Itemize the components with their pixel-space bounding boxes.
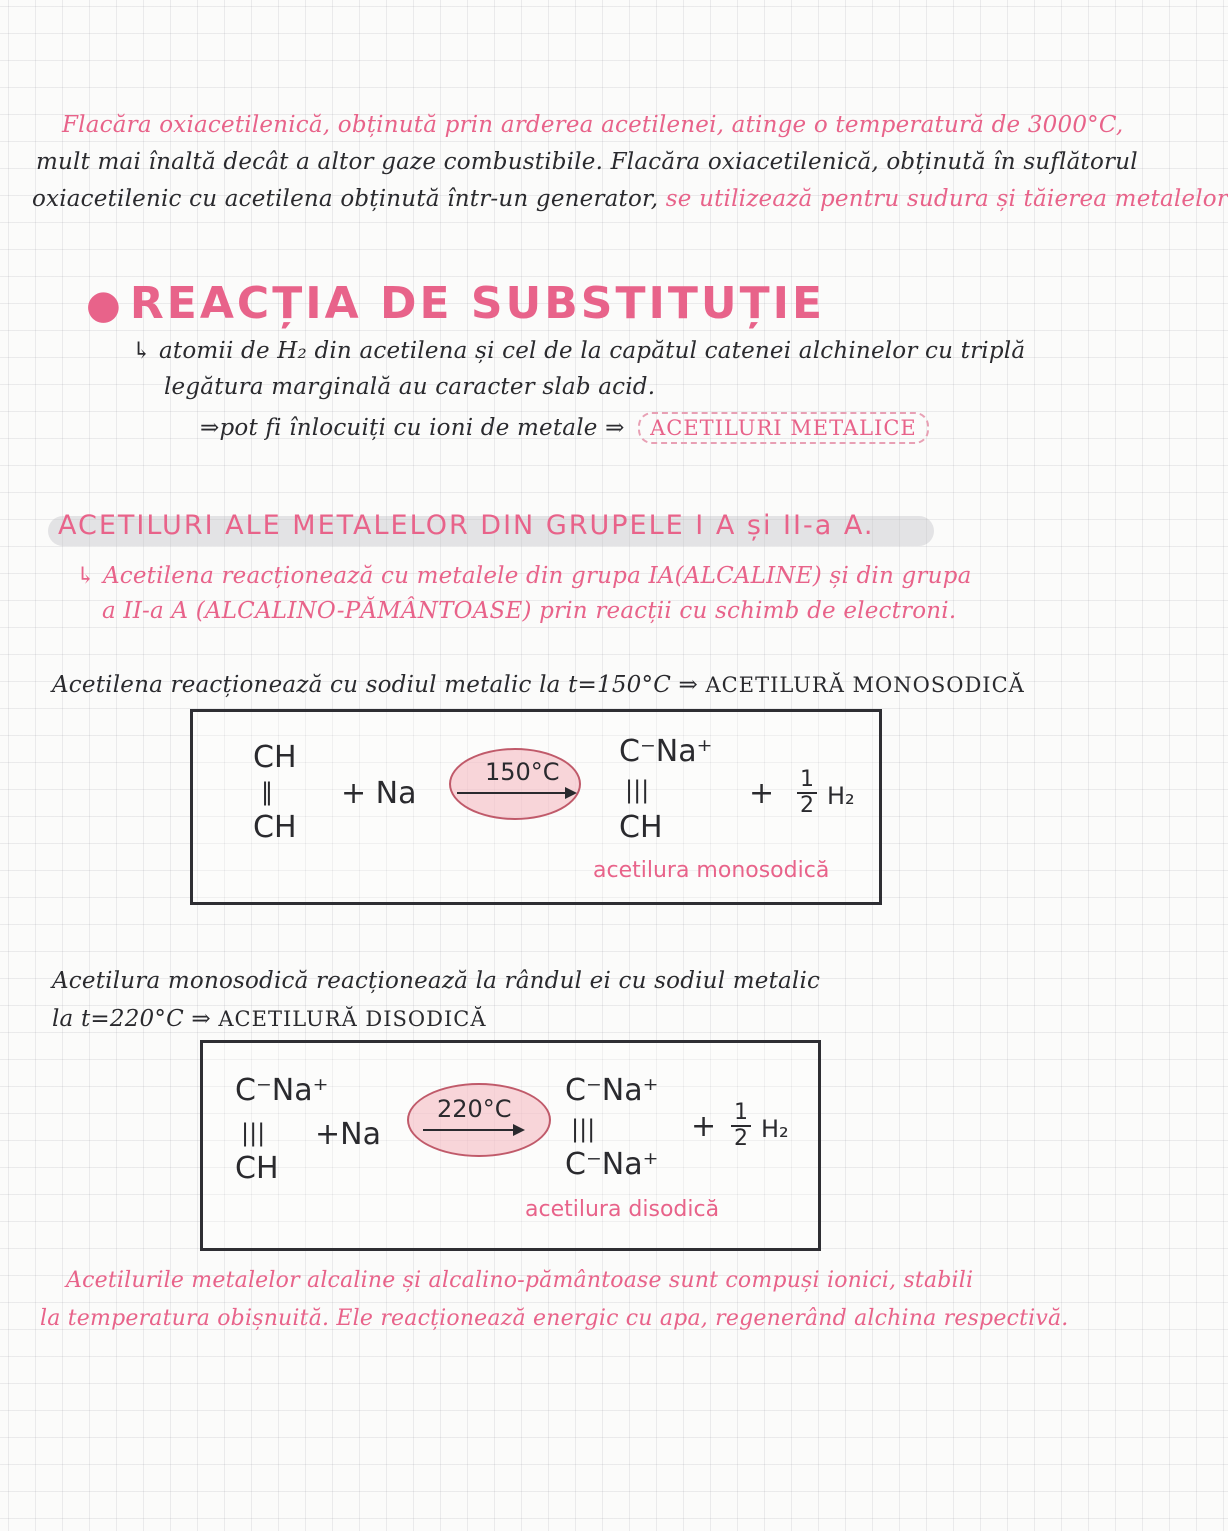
intro-line-3-text: oxiacetilenic cu acetilena obținută într-un generator, [32,186,659,212]
intro-line-3-highlight: se utilizează pentru sudura și tăierea metalelor [665,186,1228,212]
r2-product-triple-bond: ||| [571,1115,596,1143]
reaction2-product-label: ACETILURĂ DISODICĂ [218,1007,487,1031]
r2-reactant-top: C⁻Na⁺ [235,1073,329,1108]
reaction2-intro-2-text: la t=220°C ⇒ [52,1006,211,1032]
reaction1-box [190,709,882,905]
reaction2-intro-1: Acetilura monosodică reacționează la rândul ei cu sodiul metalic [52,968,821,994]
reaction1-intro-text: Acetilena reacționează cu sodiul metalic la t=150°C ⇒ [52,672,698,698]
section2-note-2: a II-a A (ALCALINO-PĂMÂNTOASE) prin reacții cu schimb de electroni. [102,598,957,624]
r2-h2: H₂ [761,1115,789,1143]
r1-triple-bond: ||| [625,776,650,804]
r2-plus-na: +Na [315,1117,381,1152]
r1-double-bond: ‖ [261,778,273,806]
r1-arrow-head-icon [565,787,577,799]
r2-product-top: C⁻Na⁺ [565,1073,659,1108]
r2-frac-den: 2 [734,1126,748,1151]
section2-title: ACETILURI ALE METALELOR DIN GRUPELE I A și II-a A. [58,510,875,541]
intro-temperature: 3000°C, [1027,112,1124,138]
section1-note-3-text: ⇒pot fi înlocuiți cu ioni de metale ⇒ [200,415,625,441]
r2-arrow-line [423,1129,515,1131]
section1-note-1: ↳ atomii de H₂ din acetilena și cel de la capătul catenei alchinelor cu triplă [132,338,1026,364]
section1-note-2: legătura marginală au caracter slab acid. [164,374,656,400]
r2-reactant-bottom: CH [235,1151,279,1186]
r1-frac-den: 2 [800,793,814,818]
intro-line-1 [62,112,1123,138]
r2-arrow-head-icon [513,1124,525,1136]
r1-h2: H₂ [827,782,855,810]
acetiluri-metalice-tag: ACETILURI METALICE [638,412,929,444]
bullet-dot: ● [86,282,124,328]
r1-product-top: C⁻Na⁺ [619,734,713,769]
section-title-text: REACȚIA DE SUBSTITUȚIE [129,278,826,329]
reaction2-intro-2 [52,1006,487,1032]
reaction1-product-label: ACETILURĂ MONOSODICĂ [705,673,1025,697]
r2-plus: + [691,1109,717,1144]
section1-note-3 [200,412,929,444]
r2-product-name: acetilura disodică [525,1197,720,1222]
r1-frac-num: 1 [797,768,817,794]
r1-reactant-top: CH [253,740,297,775]
r1-arrow-line [457,792,567,794]
reaction1-intro [52,672,1025,698]
section2-note-1: ↳ Acetilena reacționează cu metalele din grupa IA(ALCALINE) și din grupa [76,563,972,589]
r1-reactant-bottom: CH [253,810,297,845]
r1-plus: + [749,776,775,811]
r2-fraction [731,1101,751,1151]
conclusion-line-1: Acetilurile metalelor alcaline și alcalino-pământoase sunt compuși ionici, stabili [66,1268,974,1293]
r1-condition: 150°C [485,758,560,786]
r2-frac-num: 1 [731,1101,751,1127]
r1-product-name: acetilura monosodică [593,858,830,883]
conclusion-line-2: la temperatura obișnuită. Ele reacționează energic cu apa, regenerând alchina respectivă. [40,1306,1069,1331]
r2-product-bottom: C⁻Na⁺ [565,1147,659,1182]
intro-line-2: mult mai înaltă decât a altor gaze combustibile. Flacăra oxiacetilenică, obținută în suflătorul [36,149,1138,175]
section-title-substitution [86,278,825,329]
r1-fraction [797,768,817,818]
r2-condition: 220°C [437,1095,512,1123]
intro-line-1-text: Flacăra oxiacetilenică, obținută prin arderea acetilenei, atinge o temperatură de [62,112,1021,138]
reaction2-box [200,1040,821,1251]
r1-product-bottom: CH [619,810,663,845]
r1-plus-na: + Na [341,776,417,811]
r2-triple-bond: ||| [241,1119,266,1147]
intro-line-3 [32,186,1228,212]
